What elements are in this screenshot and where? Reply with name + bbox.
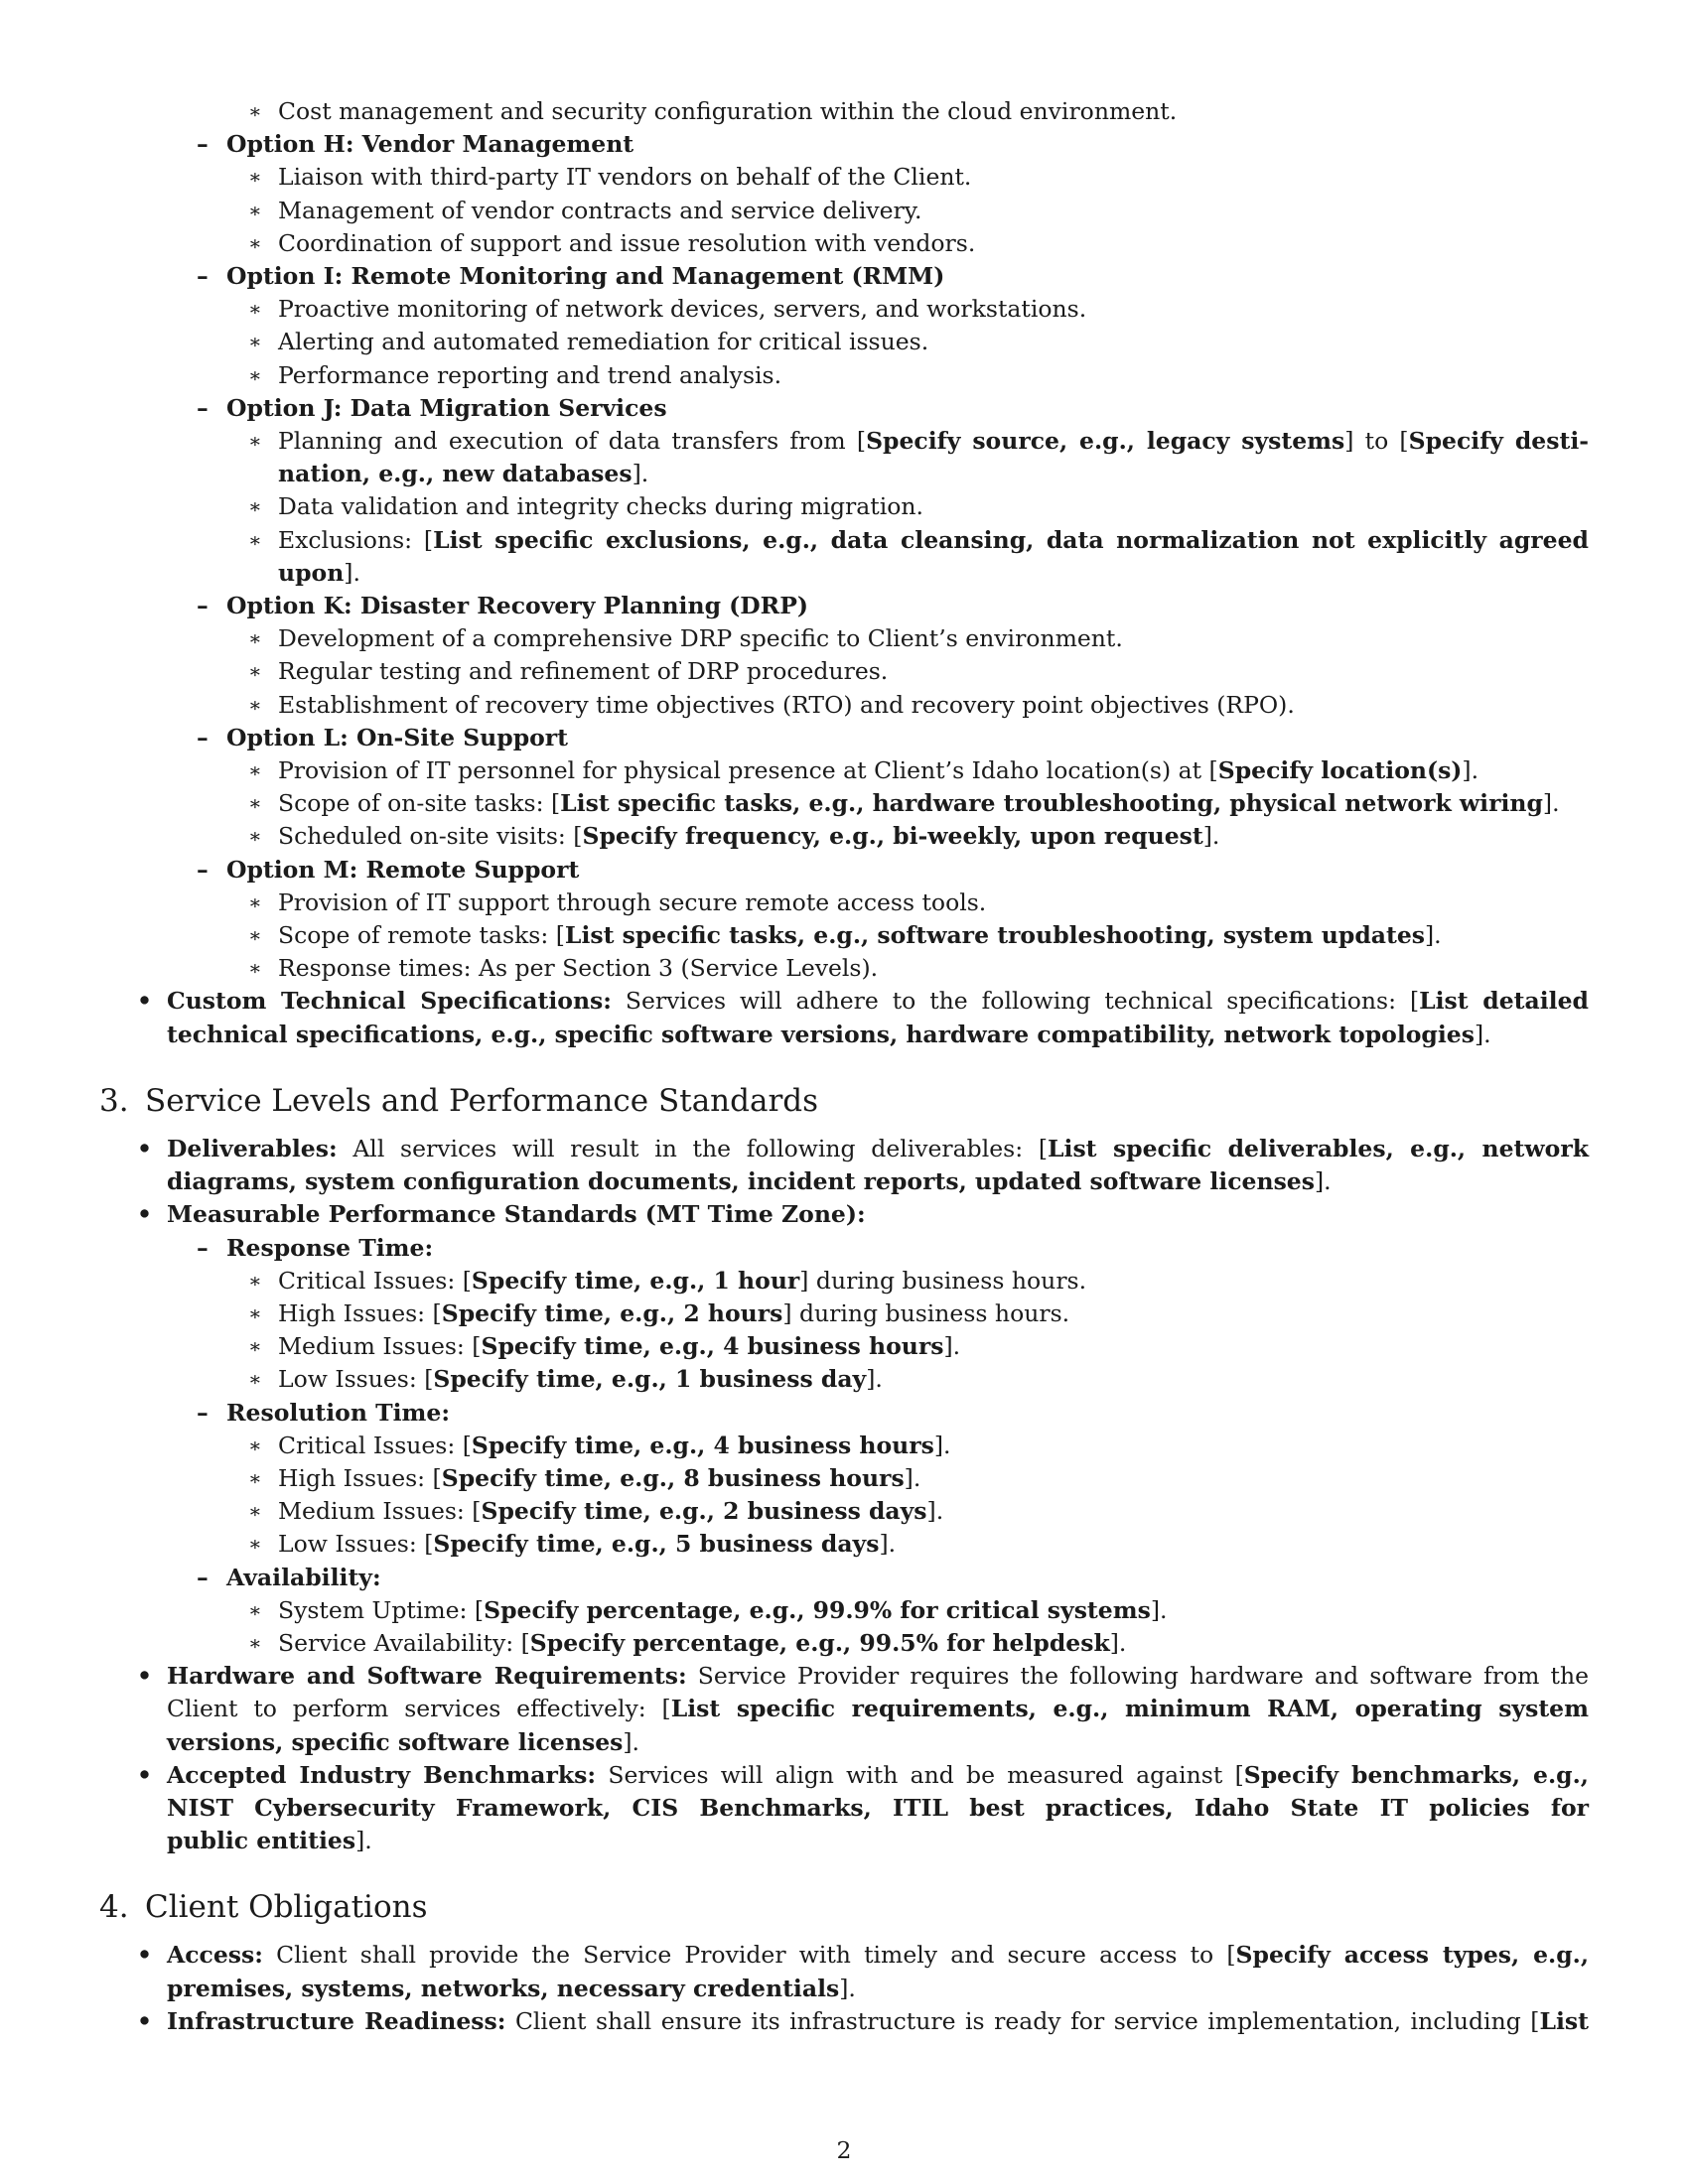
star-marker: ∗	[248, 99, 262, 123]
list-item-continuation: upon].	[278, 558, 360, 587]
list-item: ∗ Scope of on-site tasks: [List specific tasks, e.g., hardware troubleshooting, physical network wiring].	[99, 787, 1589, 820]
document-page	[99, 95, 1589, 2038]
star-marker: ∗	[248, 429, 262, 454]
list-item: ∗ Coordination of support and issue resolution with vendors.	[99, 227, 1589, 260]
star-marker: ∗	[248, 956, 262, 981]
dash-marker: –	[197, 855, 209, 884]
star-marker: ∗	[248, 692, 262, 717]
resolution-time-heading: – Resolution Time:	[99, 1397, 1589, 1430]
list-item: • Custom Technical Specifications: Services will adhere to the following technical specifications: [List detailed	[99, 985, 1589, 1018]
bullet-marker: •	[137, 1200, 153, 1229]
response-time-heading: – Response Time:	[99, 1232, 1589, 1265]
bullet-marker: •	[137, 1662, 153, 1691]
list-item: ∗ High Issues: [Specify time, e.g., 8 business hours].	[99, 1462, 1589, 1495]
dash-marker: –	[197, 723, 209, 751]
dash-marker: –	[197, 1398, 209, 1427]
list-item-continuation: diagrams, system configuration documents, incident reports, updated software licenses].	[167, 1167, 1332, 1196]
bullet-marker: •	[137, 1941, 153, 1970]
dash-marker: –	[197, 130, 209, 159]
star-marker: ∗	[248, 1334, 262, 1359]
list-item: ∗ Exclusions: [List specific exclusions, e.g., data cleansing, data normalization not explicitly agreed	[99, 524, 1589, 557]
option-k-heading: – Option K: Disaster Recovery Planning (DRP)	[99, 590, 1589, 622]
list-item: ∗ Scheduled on-site visits: [Specify frequency, e.g., bi-weekly, upon request].	[99, 820, 1589, 853]
list-item-continuation: NIST Cybersecurity Framework, CIS Benchmarks, ITIL best practices, Idaho State IT policies for	[167, 1793, 1589, 1822]
option-h-heading: – Option H: Vendor Management	[99, 128, 1589, 161]
option-j-heading: – Option J: Data Migration Services	[99, 392, 1589, 425]
list-item: ∗ System Uptime: [Specify percentage, e.g., 99.9% for critical systems].	[99, 1594, 1589, 1627]
list-item-continuation: versions, specific software licenses].	[167, 1727, 640, 1756]
star-marker: ∗	[248, 758, 262, 783]
list-item: • Accepted Industry Benchmarks: Services will align with and be measured against [Specify benchmarks, e.g.,	[99, 1759, 1589, 1792]
option-m-heading: – Option M: Remote Support	[99, 854, 1589, 887]
star-marker: ∗	[248, 1499, 262, 1524]
list-item: • Infrastructure Readiness: Client shall ensure its infrastructure is ready for service implementation, including [List	[99, 2005, 1589, 2038]
list-item: ∗ Response times: As per Section 3 (Service Levels).	[99, 952, 1589, 985]
star-marker: ∗	[248, 791, 262, 816]
star-marker: ∗	[248, 1630, 262, 1655]
star-marker: ∗	[248, 1465, 262, 1490]
dash-marker: –	[197, 393, 209, 422]
list-item: ∗ Service Availability: [Specify percentage, e.g., 99.5% for helpdesk].	[99, 1627, 1589, 1660]
star-marker: ∗	[248, 1433, 262, 1457]
section-heading: 3. Service Levels and Performance Standards	[99, 1082, 819, 1119]
dash-marker: –	[197, 262, 209, 291]
star-marker: ∗	[248, 198, 262, 222]
list-item: ∗ Regular testing and refinement of DRP procedures.	[99, 655, 1589, 688]
list-item: ∗ Proactive monitoring of network devices, servers, and workstations.	[99, 293, 1589, 326]
star-marker: ∗	[248, 527, 262, 552]
star-marker: ∗	[248, 297, 262, 322]
list-item-continuation: nation, e.g., new databases].	[278, 460, 649, 488]
list-item: ∗ Development of a comprehensive DRP specific to Client’s environment.	[99, 622, 1589, 655]
dash-marker: –	[197, 592, 209, 620]
star-marker: ∗	[248, 1597, 262, 1622]
list-item: ∗ Medium Issues: [Specify time, e.g., 4 business hours].	[99, 1330, 1589, 1363]
list-item: ∗ Alerting and automated remediation for critical issues.	[99, 326, 1589, 358]
list-item: ∗ Provision of IT personnel for physical presence at Client’s Idaho location(s) at [Specify location(s)].	[99, 754, 1589, 787]
list-item-continuation: premises, systems, networks, necessary credentials].	[167, 1974, 856, 2002]
list-item: • Deliverables: All services will result in the following deliverables: [List specific deliverables, e.g., network	[99, 1133, 1589, 1165]
availability-heading: – Availability:	[99, 1562, 1589, 1594]
bullet-marker: •	[137, 1760, 153, 1789]
star-marker: ∗	[248, 1300, 262, 1325]
list-item: • Access: Client shall provide the Service Provider with timely and secure access to [Specify access types, e.g.,	[99, 1939, 1589, 1972]
option-l-heading: – Option L: On-Site Support	[99, 722, 1589, 754]
page-number: 2	[836, 2136, 852, 2164]
list-item: • Measurable Performance Standards (MT Time Zone):	[99, 1198, 1589, 1231]
star-marker: ∗	[248, 230, 262, 255]
list-item: ∗ Medium Issues: [Specify time, e.g., 2 business days].	[99, 1495, 1589, 1528]
list-item: ∗ Management of vendor contracts and service delivery.	[99, 195, 1589, 227]
dash-marker: –	[197, 1233, 209, 1262]
list-item: ∗ Low Issues: [Specify time, e.g., 5 business days].	[99, 1528, 1589, 1561]
list-item: ∗ Critical Issues: [Specify time, e.g., 4 business hours].	[99, 1430, 1589, 1462]
list-item: ∗ Scope of remote tasks: [List specific tasks, e.g., software troubleshooting, system updates].	[99, 919, 1589, 952]
star-marker: ∗	[248, 889, 262, 914]
bullet-marker: •	[137, 2006, 153, 2035]
list-item: ∗ Establishment of recovery time objectives (RTO) and recovery point objectives (RPO).	[99, 689, 1589, 722]
star-marker: ∗	[248, 494, 262, 519]
star-marker: ∗	[248, 1367, 262, 1392]
star-marker: ∗	[248, 659, 262, 684]
list-item: ∗ High Issues: [Specify time, e.g., 2 hours] during business hours.	[99, 1297, 1589, 1330]
list-item: ∗ Liaison with third-party IT vendors on behalf of the Client.	[99, 161, 1589, 194]
star-marker: ∗	[248, 330, 262, 354]
list-item: • Hardware and Software Requirements: Service Provider requires the following hardware and software from the	[99, 1660, 1589, 1693]
list-item: ∗ Critical Issues: [Specify time, e.g., 1 hour] during business hours.	[99, 1265, 1589, 1297]
list-item: ∗ Planning and execution of data transfers from [Specify source, e.g., legacy systems] to [Specify desti-	[99, 425, 1589, 458]
star-marker: ∗	[248, 1268, 262, 1293]
list-item: ∗ Low Issues: [Specify time, e.g., 1 business day].	[99, 1363, 1589, 1396]
list-item-continuation: technical specifications, e.g., specific software versions, hardware compatibility, network topologies].	[167, 1020, 1491, 1048]
bullet-marker: •	[137, 987, 153, 1016]
star-marker: ∗	[248, 1532, 262, 1557]
list-item: ∗ Provision of IT support through secure remote access tools.	[99, 887, 1589, 919]
bullet-marker: •	[137, 1134, 153, 1162]
list-item: ∗ Cost management and security configuration within the cloud environment.	[99, 95, 1589, 128]
star-marker: ∗	[248, 824, 262, 849]
star-marker: ∗	[248, 923, 262, 948]
list-item: ∗ Performance reporting and trend analysis.	[99, 359, 1589, 392]
section-heading: 4. Client Obligations	[99, 1889, 428, 1926]
option-i-heading: – Option I: Remote Monitoring and Management (RMM)	[99, 260, 1589, 293]
list-item-continuation: public entities].	[167, 1827, 372, 1855]
list-item-continuation: Client to perform services effectively: [List specific requirements, e.g., minimum RAM, operating system	[167, 1695, 1589, 1723]
dash-marker: –	[197, 1563, 209, 1591]
star-marker: ∗	[248, 626, 262, 651]
list-item: ∗ Data validation and integrity checks during migration.	[99, 490, 1589, 523]
star-marker: ∗	[248, 362, 262, 387]
star-marker: ∗	[248, 165, 262, 190]
